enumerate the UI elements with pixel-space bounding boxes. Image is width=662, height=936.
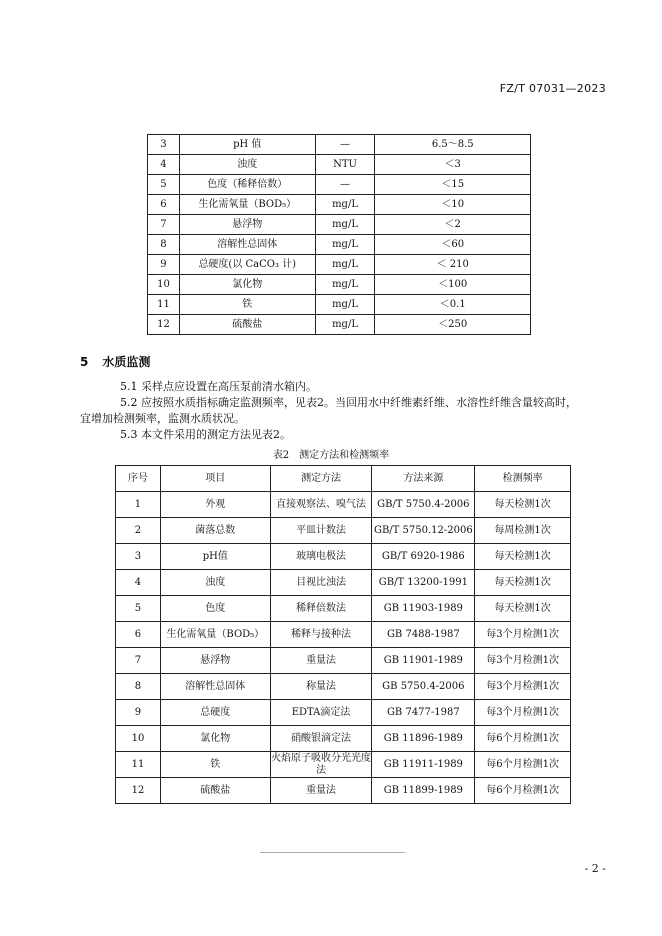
table-row — [148, 215, 531, 235]
table-row — [148, 255, 531, 275]
table-cell: 外观 — [160, 492, 270, 518]
table-cell: 11 — [148, 295, 180, 315]
table-cell: 11 — [116, 752, 161, 778]
table-cell: 3 — [148, 135, 180, 155]
table-cell: 色度（稀释倍数） — [179, 175, 315, 195]
table-row — [116, 622, 571, 648]
table-cell: GB 7488-1987 — [372, 622, 475, 648]
table-cell: 火焰原子吸收分光光度法 — [271, 752, 372, 776]
table-cell: 生化需氧量（BOD₅） — [179, 195, 315, 215]
clause-5-2-continued: 宜增加检测频率，监测水质状况。 — [80, 412, 245, 425]
page-number: - 2 - — [584, 862, 606, 875]
table-cell: mg/L — [315, 315, 375, 335]
table-cell: NTU — [315, 155, 375, 175]
table-cell: ＜2 — [375, 215, 531, 235]
table-cell: ＜10 — [375, 195, 531, 215]
table-row — [116, 700, 571, 726]
table-cell: 目视比浊法 — [270, 570, 372, 596]
table-cell: mg/L — [315, 275, 375, 295]
table-cell: 每天检测1次 — [475, 492, 571, 518]
table-cell: 每天检测1次 — [475, 544, 571, 570]
table-cell: GB 11901-1989 — [372, 648, 475, 674]
table-cell: 稀释倍数法 — [270, 596, 372, 622]
table-cell: 10 — [116, 726, 161, 752]
table-row — [116, 596, 571, 622]
table-cell: 2 — [116, 518, 161, 544]
table-cell: — — [315, 135, 375, 155]
table-cell: 5 — [116, 596, 161, 622]
table-cell: 每6个月检测1次 — [475, 752, 571, 778]
clause-5-3: 5.3 本文件采用的测定方法见表2。 — [120, 428, 291, 441]
table-row — [116, 544, 571, 570]
table-cell: 悬浮物 — [160, 648, 270, 674]
table-cell: 每天检测1次 — [475, 570, 571, 596]
table-cell: 8 — [116, 674, 161, 700]
table-cell: 每周检测1次 — [475, 518, 571, 544]
table-cell: 总硬度 — [160, 700, 270, 726]
table-row — [116, 752, 571, 778]
table-cell: 硫酸盐 — [179, 315, 315, 335]
table-row — [148, 155, 531, 175]
table-cell: 浊度 — [160, 570, 270, 596]
table-cell: 6.5～8.5 — [375, 135, 531, 155]
table-row — [148, 235, 531, 255]
table-cell: 9 — [148, 255, 180, 275]
table-cell: 溶解性总固体 — [160, 674, 270, 700]
table-row — [148, 195, 531, 215]
table-cell: 6 — [116, 622, 161, 648]
table-cell: 铁 — [179, 295, 315, 315]
table-row — [148, 275, 531, 295]
table-cell: 重量法 — [270, 778, 372, 804]
table-row — [116, 492, 571, 518]
table-cell: 溶解性总固体 — [179, 235, 315, 255]
table-cell: 4 — [148, 155, 180, 175]
table-cell: GB 5750.4-2006 — [372, 674, 475, 700]
table-cell: 稀释与接种法 — [270, 622, 372, 648]
table-cell: ＜3 — [375, 155, 531, 175]
table-cell: 每3个月检测1次 — [475, 622, 571, 648]
table-cell: 生化需氧量（BOD₅） — [160, 622, 270, 648]
table-cell: ＜250 — [375, 315, 531, 335]
table-row — [148, 135, 531, 155]
table-row — [116, 778, 571, 804]
table-cell: ＜ 210 — [375, 255, 531, 275]
table-cell: GB 11911-1989 — [372, 752, 475, 778]
table-cell: 每6个月检测1次 — [475, 778, 571, 804]
table-cell: GB/T 5750.4-2006 — [372, 492, 475, 518]
table-cell: 总硬度(以 CaCO₃ 计) — [179, 255, 315, 275]
table-cell: mg/L — [315, 195, 375, 215]
table-cell: 每3个月检测1次 — [475, 648, 571, 674]
section-number: 5 — [80, 355, 89, 369]
table-cell: — — [315, 175, 375, 195]
table-cell: GB 7477-1987 — [372, 700, 475, 726]
table-cell: GB 11896-1989 — [372, 726, 475, 752]
table-cell: 12 — [148, 315, 180, 335]
table-cell: ＜100 — [375, 275, 531, 295]
column-header: 检测频率 — [475, 466, 571, 492]
column-header: 方法来源 — [372, 466, 475, 492]
table-cell: pH 值 — [179, 135, 315, 155]
table-cell: 氯化物 — [160, 726, 270, 752]
table-cell: ＜60 — [375, 235, 531, 255]
test-methods-table — [115, 465, 571, 804]
standard-code: FZ/T 07031—2023 — [499, 82, 606, 95]
section-heading — [80, 353, 150, 370]
table-row — [116, 518, 571, 544]
table-cell: GB 11903-1989 — [372, 596, 475, 622]
table-cell: 每3个月检测1次 — [475, 674, 571, 700]
table-cell: 12 — [116, 778, 161, 804]
clause-5-1: 5.1 采样点应设置在高压泵前清水箱内。 — [120, 380, 317, 393]
table-cell: 3 — [116, 544, 161, 570]
table-cell: 7 — [148, 215, 180, 235]
table-cell: GB/T 6920-1986 — [372, 544, 475, 570]
table-cell: 硝酸银滴定法 — [270, 726, 372, 752]
table-cell: ＜15 — [375, 175, 531, 195]
table-cell: mg/L — [315, 295, 375, 315]
table-row — [148, 295, 531, 315]
table-cell: 5 — [148, 175, 180, 195]
table-cell: 浊度 — [179, 155, 315, 175]
table-cell: 7 — [116, 648, 161, 674]
table-cell: 平皿计数法 — [270, 518, 372, 544]
column-header: 项目 — [160, 466, 270, 492]
table-cell: GB/T 13200-1991 — [372, 570, 475, 596]
table-row — [148, 315, 531, 335]
table-cell: 9 — [116, 700, 161, 726]
table-cell: 4 — [116, 570, 161, 596]
table-cell: mg/L — [315, 235, 375, 255]
table-cell: 重量法 — [270, 648, 372, 674]
column-header: 序号 — [116, 466, 161, 492]
table-row — [116, 570, 571, 596]
footer-divider — [260, 852, 405, 853]
column-header: 测定方法 — [270, 466, 372, 492]
table2-caption: 表2 测定方法和检测频率 — [272, 450, 390, 461]
table-row — [148, 175, 531, 195]
table-cell: GB/T 5750.12-2006 — [372, 518, 475, 544]
table-cell: ＜0.1 — [375, 295, 531, 315]
table-cell: 称量法 — [270, 674, 372, 700]
table-row — [116, 648, 571, 674]
table-cell: 每天检测1次 — [475, 596, 571, 622]
section-title: 水质监测 — [102, 355, 151, 369]
table-cell: EDTA滴定法 — [270, 700, 372, 726]
table-cell: pH值 — [160, 544, 270, 570]
water-quality-limits-table — [147, 134, 531, 335]
table-header-row — [116, 466, 571, 492]
table-cell: 铁 — [160, 752, 270, 778]
table-cell: 悬浮物 — [179, 215, 315, 235]
table-cell: 玻璃电极法 — [270, 544, 372, 570]
table-cell: 10 — [148, 275, 180, 295]
table-cell: GB 11899-1989 — [372, 778, 475, 804]
table-cell: 8 — [148, 235, 180, 255]
table-cell: 菌落总数 — [160, 518, 270, 544]
table-cell: 1 — [116, 492, 161, 518]
table-cell: 硫酸盐 — [160, 778, 270, 804]
table-cell: 6 — [148, 195, 180, 215]
table-cell: 色度 — [160, 596, 270, 622]
table-cell: 直接观察法、嗅气法 — [270, 492, 372, 518]
table-cell: 每3个月检测1次 — [475, 700, 571, 726]
clause-5-2: 5.2 应按照水质指标确定监测频率，见表2。当回用水中纤维素纤维、水溶性纤维含量较高时， — [120, 396, 577, 409]
table-cell: mg/L — [315, 255, 375, 275]
table-cell: 每6个月检测1次 — [475, 726, 571, 752]
table-cell: mg/L — [315, 215, 375, 235]
table-row — [116, 726, 571, 752]
table-row — [116, 674, 571, 700]
table-cell: 氯化物 — [179, 275, 315, 295]
